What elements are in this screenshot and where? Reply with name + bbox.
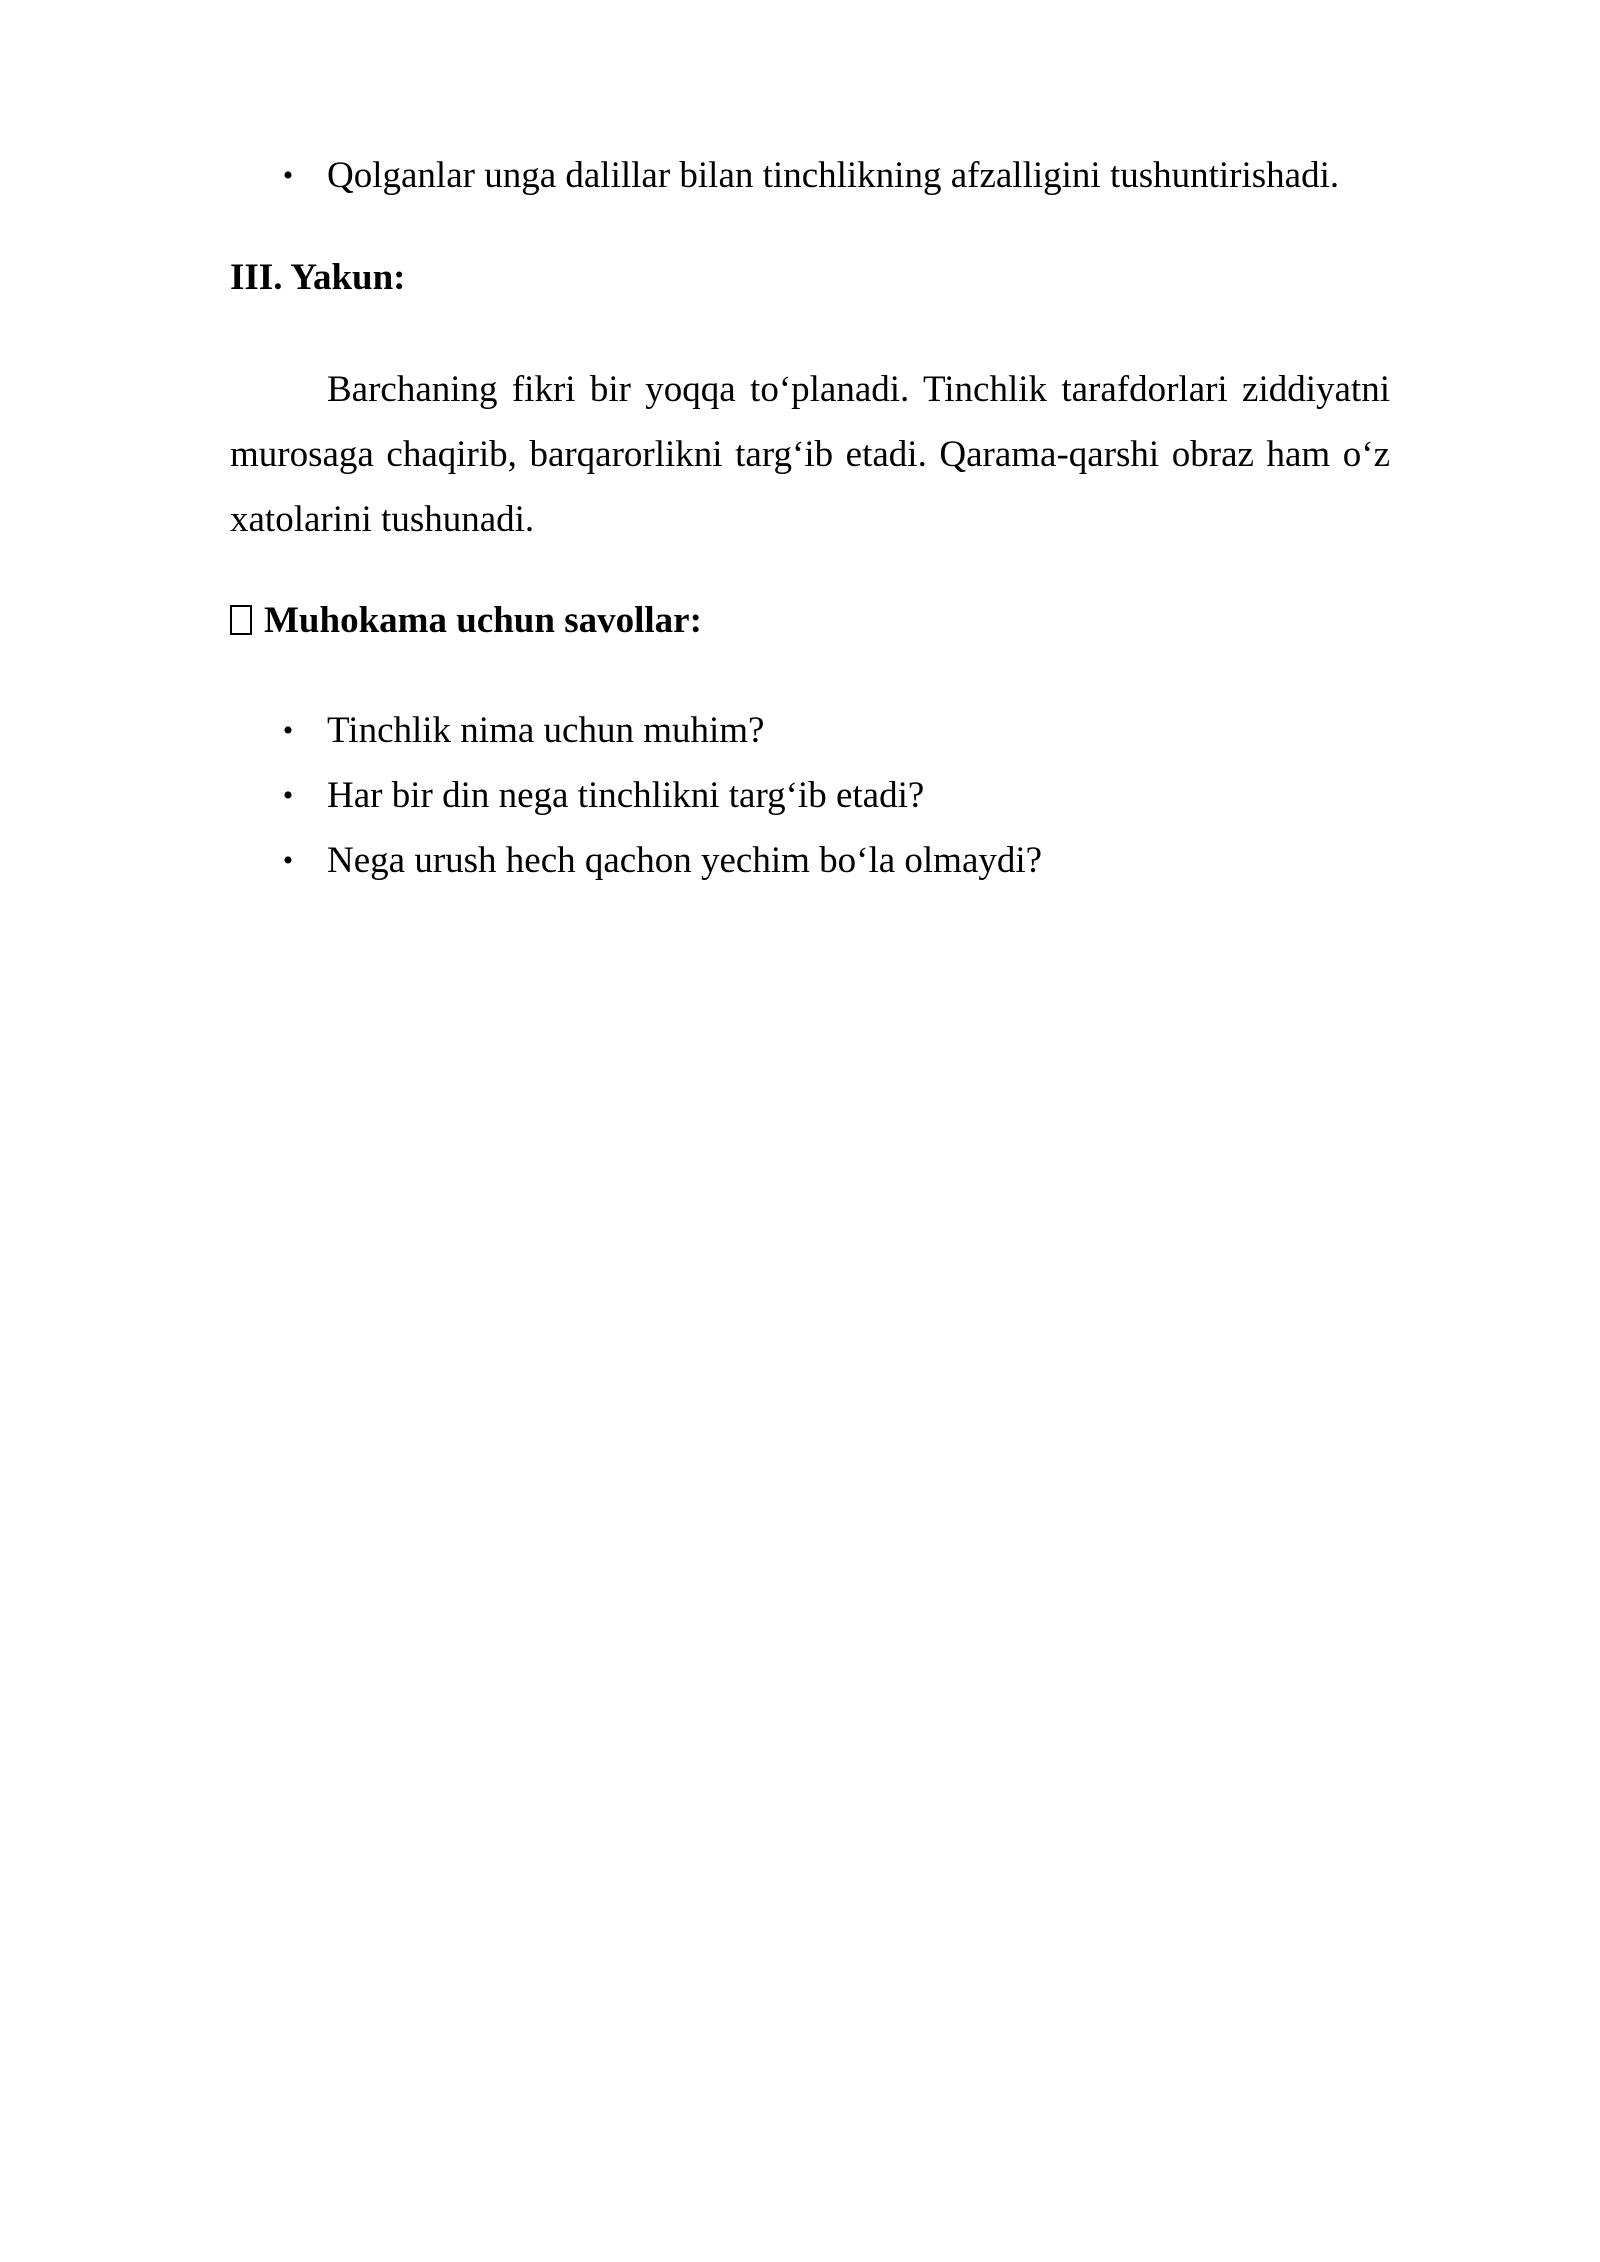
question-text: Nega urush hech qachon yechim bo‘la olmaydi? <box>327 840 1043 881</box>
bullet-icon: • <box>282 844 294 877</box>
bullet-icon: • <box>282 714 294 747</box>
list-item-text: Qolganlar unga dalillar bilan tinchlikning afzalligini tushuntirishadi. <box>327 155 1340 196</box>
section-heading: III. Yakun: <box>230 257 406 298</box>
question-text: Tinchlik nima uchun muhim? <box>327 710 765 751</box>
bullet-icon: • <box>282 779 294 812</box>
question-text: Har bir din nega tinchlikni targ‘ib etadi? <box>327 775 925 816</box>
discussion-heading-text: Muhokama uchun savollar: <box>264 600 702 641</box>
section-paragraph: Barchaning fikri bir yoqqa to‘planadi. Tinchlik tarafdorlari ziddiyatni murosaga chaqirib, barqarorlikni targ‘ib etadi. Qarama-qarshi obraz ham o‘z xatolarini tushunadi. <box>230 369 1390 540</box>
bullet-icon: • <box>282 159 294 192</box>
discussion-heading <box>230 597 702 645</box>
missing-glyph-icon <box>230 605 252 635</box>
